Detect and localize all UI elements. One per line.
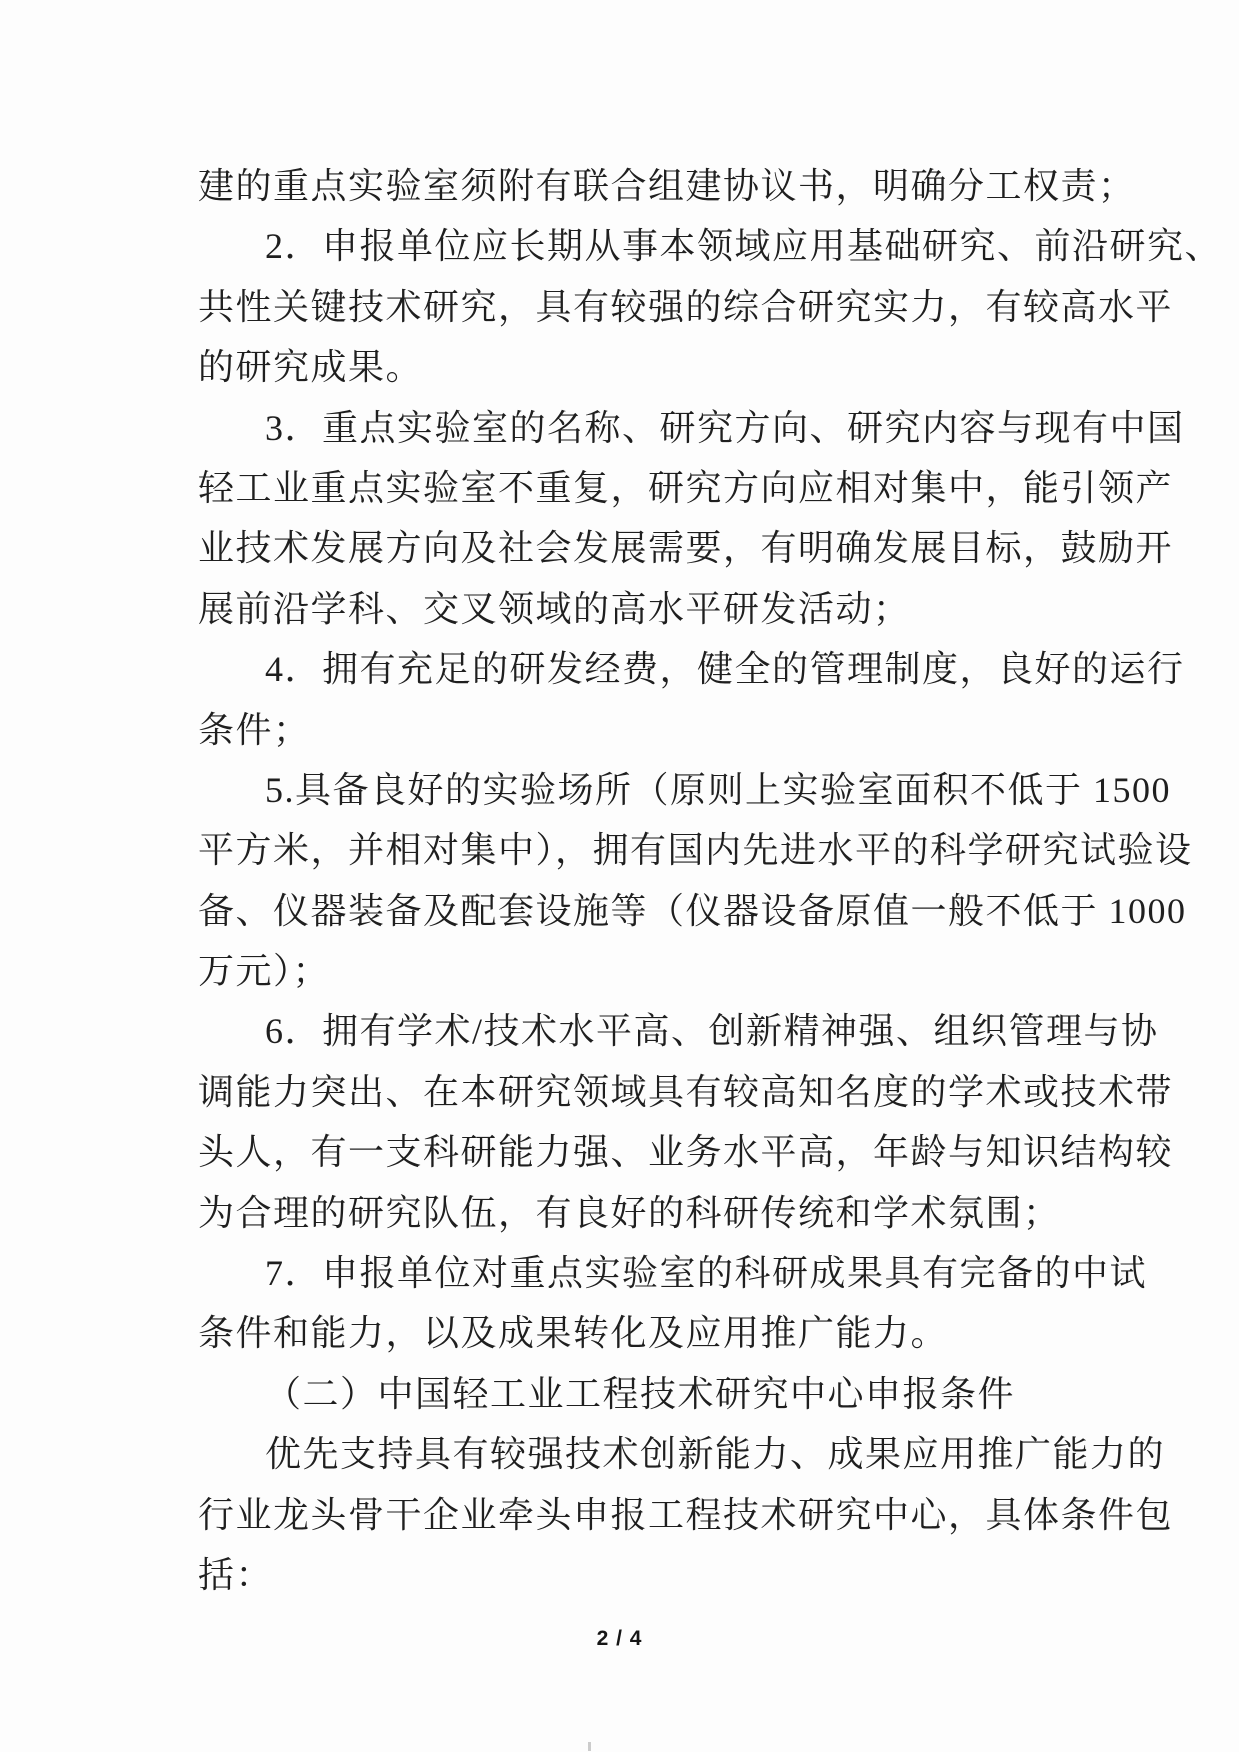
scan-artifact-mark bbox=[588, 1742, 591, 1751]
document-line: 3．重点实验室的名称、研究方向、研究内容与现有中国 bbox=[265, 407, 1185, 448]
document-line: 行业龙头骨干企业牵头申报工程技术研究中心，具体条件包 bbox=[198, 1494, 1174, 1535]
document-line: 4．拥有充足的研发经费，健全的管理制度，良好的运行 bbox=[265, 649, 1185, 690]
document-line: （二）中国轻工业工程技术研究中心申报条件 bbox=[265, 1373, 1016, 1414]
document-line: 7．申报单位对重点实验室的科研成果具有完备的中试 bbox=[265, 1253, 1148, 1294]
document-body bbox=[198, 156, 1223, 1605]
document-line: 优先支持具有较强技术创新能力、成果应用推广能力的 bbox=[265, 1434, 1166, 1475]
document-line: 为合理的研究队伍，有良好的科研传统和学术氛围； bbox=[198, 1192, 1061, 1233]
document-line: 头人，有一支科研能力强、业务水平高，年龄与知识结构较 bbox=[198, 1132, 1174, 1173]
document-line: 建的重点实验室须附有联合组建协议书，明确分工权责； bbox=[198, 166, 1136, 206]
page-number: 2 / 4 bbox=[596, 1627, 643, 1650]
document-line: 6．拥有学术/技术水平高、创新精神强、组织管理与协 bbox=[265, 1011, 1159, 1052]
document-line: 备、仪器装备及配套设施等（仪器设备原值一般不低于 1000 bbox=[198, 890, 1187, 931]
document-line: 共性关键技术研究，具有较强的综合研究实力，有较高水平 bbox=[198, 286, 1174, 327]
document-line: 万元）； bbox=[198, 951, 331, 992]
document-line: 的研究成果。 bbox=[198, 347, 424, 388]
document-line: 调能力突出、在本研究领域具有较高知名度的学术或技术带 bbox=[198, 1071, 1174, 1112]
document-line: 轻工业重点实验室不重复，研究方向应相对集中，能引领产 bbox=[198, 467, 1174, 508]
document-line: 条件和能力，以及成果转化及应用推广能力。 bbox=[198, 1313, 949, 1354]
document-line: 条件； bbox=[198, 709, 311, 750]
document-line: 5.具备良好的实验场所（原则上实验室面积不低于 1500 bbox=[265, 769, 1172, 810]
document-line: 业技术发展方向及社会发展需要，有明确发展目标，鼓励开 bbox=[198, 528, 1174, 569]
document-line: 括： bbox=[198, 1554, 274, 1595]
document-line: 展前沿学科、交叉领域的高水平研发活动； bbox=[198, 588, 911, 629]
document-line: 平方米，并相对集中），拥有国内先进水平的科学研究试验设 bbox=[198, 830, 1193, 871]
document-line: 2．申报单位应长期从事本领域应用基础研究、前沿研究、 bbox=[265, 226, 1223, 267]
